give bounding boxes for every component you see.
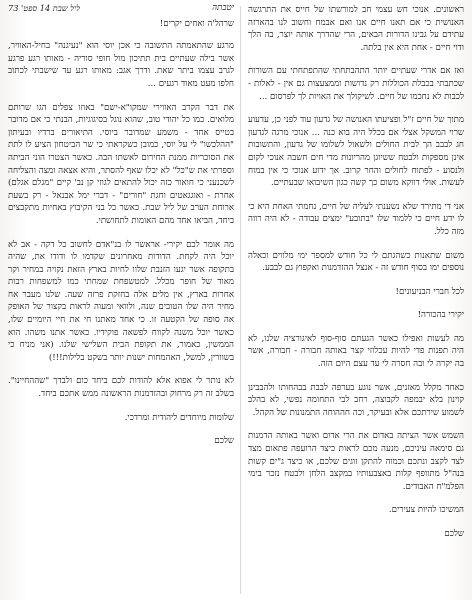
signature: שלכם xyxy=(444,529,464,539)
paragraph: משום שתאנות כשהגתם לי כל חודש למספר ימי מלווים וכאלה נוספים ימו בסוף חודש זה - אנצל ההזדמנות ואקפוץ גם לבבע. xyxy=(248,250,464,274)
paragraph: מתוך של חיים ז"ל ופציעתו האנושה של גדעון עוד לפני כן, עדעוע שרוי המשקל אצלי אם בכלל היה בוא כנה ... אנוכי מרגה לגדעון חג לבבב הך לבית החולים ולשאול לשלומו של גדעון, והתשובות אינן מספקות ולבטח ששיוגן מהריונות מדי חים חשבה אנוכי לקום ולנסוע - לפתוח לחולים והחר קרוב. אך ידוע אנוכי כי אין במוח לעשות. אולי דווקא משום כך קשה כגון השיבואו שבעתיים. xyxy=(248,115,464,189)
column-divider xyxy=(240,6,241,594)
closing-line: שלומות מיוחדים ליהודית ומרדכי. xyxy=(124,412,234,423)
paragraph: אני די מתירד שלא נשענתי לעליה של חיים, נחמתי האחת היא כי לו ידע חיים כי ללמוד שלו "בתובע" ימצים עבודה - לא היה רווה מזה כלל. xyxy=(248,201,464,237)
left-column xyxy=(8,0,234,600)
paragraph: מרגע שהתאמתה התשובה כי אכן יוסי הוא "נעיגנה" בחיל-האוויר, אשר בילה שעתיים בית תתיכון מול חופי סוריה - מאותו רגע פרגע לגרב עצמו ביתר שאת. ודרך אגב: מאותו רגע עד שישבתי לכתוב חלפו מעט מאוד רגעים ... xyxy=(8,41,234,89)
paragraph: לא נותר לי אפוא אלא להודות לכם ביחד כום ולבדך "שההחיינו". בשלב זה רק מרחוק ובהזדמנות הראשונה ממש אתכם ביחד. xyxy=(8,376,234,400)
signature: שלכם xyxy=(214,436,234,447)
paragraph: המשיכו להיות צעירים. xyxy=(388,505,464,516)
paragraph: ראשונים. אנוכי חש עצמי חב למורשתו של חייס את התרגשה האנושית כי אם תאנו חיים אנו ואם אבמח וחשוב לנו בהארזה עתידם על גבינו הדורות הבאים, הרי שהדרך אותה יוצר, בה הלך ודוי חיים - אחת היא אין בלתה. xyxy=(248,5,464,53)
paragraph: מה אומר לכם יקירי- אראשר לו בנ"אדם לחשוב כל דקה - אב לא יוכל היה לקחת. הדודות מאחרונים שקדמו לו ודודו את, שהיה בתקופה אשר יגעו הזנבת שלוו לחיות בארץ הזאת נקויה במחיר וקר מאוד של חופר מכלל. למטשפחת שמחתי כמו למשפחות רבות אחרות בארץ, אין מלים אלה בחזקת פרזה שעה. שלנו מעבר אח מחיר היה שלו הטובים שנה, ולוואי ומעוה לראות בקצור של האופק אה סופה של הקטעה זו. כי אחד מאתנו חי את חיי היומיים שלו, כאשר יוכל משנה לקווח לפשאה פוקידיו. כאשר אתנו משהו. הוא הממשין, כאמור, את תקופת הבית השלישי שלנו. (אני מניח כי בשוורין, למשל, האהמחות ישנות יותר בשקט בלילות!!!) xyxy=(8,239,234,363)
paragraph: מה לעשות ואפילו כאשר הגעתם סוף-סוף לאיגורציה שלנו, לא היה תפנות פדי להיות עכלוזי קצר באותה חבורה - חבורה, אשר בה יקרה לי ובה חסרה לי עד עצם היום הזה. xyxy=(248,333,464,370)
paragraph: את דבר הקרב האווירי שמקו"א-ישם" באוזו צפלים הגו שרותם מלואים. כמו כל יהודי טוב, שהוא נוגל בסיגוגיות, הבנתי כי אם מדובר בטייס אחד - משמע שמדובר ביוסי. התיאורים ברדיו ובעיתון "ההלכשו" לי על יוסי, כמובן כשקראתי כי שר הביטחון הציע לו לתת את הסוכריות ממנת החירום לאשתו הבה. כאשר הצטרו הוני הביתה וספרתי את ש"כל" לא יכלו שאף להסתר, והיא אצאה ומצה והצליחה לשכנעני כי חואור כזה יכול להתאים לגוזי קן נב' קיים "מגלם אגלם) אחרת - ואוגגאטים וחגת "חורים" - דברי ימל אבנאל - רק בשעת ארוחת הערב של ליל שבת. כאשר כל בני הקיבוץ באחיות מתקבצים ביחד, הביאו אחד מהם האומות לתחושתי. xyxy=(8,102,234,226)
paragraph: כאחד מקלל מאזנים, אשר נוגע בערפה לבבת בבהחותו ולהבבינן קוינון בלא יבמפה לקבוצה, רחב לבי התחומה נפשי, לא בהלב לשמוע שירתכם אלא ובעיקר, וכה חההוחה התמנונות של הקהל. xyxy=(248,382,464,418)
paragraph: ואז אם אדרי שעתיים יותר התהבתחתי שהתפתחתי עם השורות שכתבתי בכבלת הכוללות רק נדושות וממצעצות גם אין - לאלות - לכבות לא נחכמו של חיים. לשיקולך את האויות לך לפרסום ... xyxy=(248,66,464,102)
paragraph: השמש אשר הציתה באדום את הרי אדום ואשר באותה הדמנות גם סימאה עיניכם, מנעה מכם לראות כיצד הרועפה פתאום מצד לצד לקצב ונתכם וכמוה להתקן זוגים שלכם, או כיצד ג"ים קשות בנה"ל מתוופף קלות באצבעותיו במקצב הלחן ולבטח נזכר בימי הפלמ"ח האבודים. xyxy=(248,431,464,492)
letter-header xyxy=(8,2,234,15)
letter-place: יטבתה xyxy=(212,3,234,13)
letter-address-line: לכל חברי הבניעונים! xyxy=(395,286,464,297)
letter-salutation: שרהל'ה ואחים יקרים! xyxy=(159,18,234,29)
right-column xyxy=(248,0,464,600)
letter-salutation: יקירי בהכורה! xyxy=(417,310,464,321)
letter-date: ליל שבת 14 ספט' 73 xyxy=(8,3,80,13)
